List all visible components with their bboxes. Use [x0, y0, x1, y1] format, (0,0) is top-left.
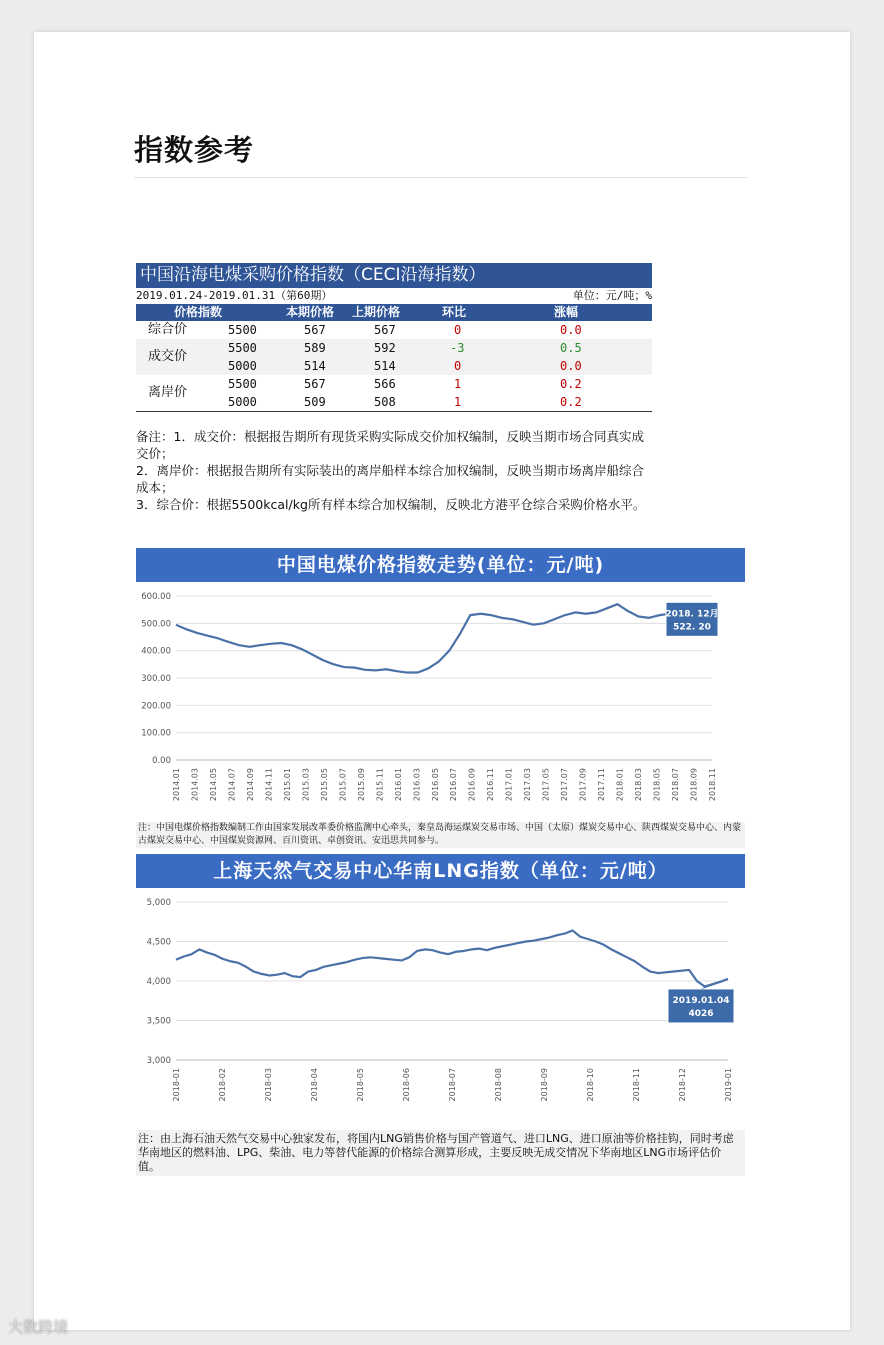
ceci-unit: 单位：元/吨；%	[572, 289, 652, 302]
group-label: 综合价	[148, 322, 188, 337]
x-tick-label: 2017.03	[523, 768, 533, 802]
heading-divider	[134, 177, 748, 178]
y-tick-label: 200.00	[141, 701, 171, 712]
y-tick-label: 600.00	[141, 592, 171, 602]
group-label: 离岸价	[148, 385, 188, 400]
ceci-index-table	[136, 263, 652, 412]
chart-footnote: 注：由上海石油天然气交易中心独家发布，将国内LNG销售价格与国产管道气、进口LNG、进口原油等价格挂钩，同时考虑华南地区的燃料油、LPG、柴油、电力等替代能源的价格综合测算形成，主要反映无成交情况下华南地区LNG市场评估价值。	[136, 1130, 745, 1176]
x-tick-label: 2014.07	[227, 768, 237, 802]
callout-value: 522. 20	[673, 622, 711, 633]
lng-index-plot	[136, 888, 745, 1126]
ceci-rows	[136, 321, 652, 412]
table-cell-percent: 0.2	[560, 377, 582, 391]
table-cell-current: 589	[304, 341, 326, 355]
x-tick-label: 2018.05	[652, 768, 662, 802]
y-tick-label: 4,500	[146, 937, 171, 948]
ceci-notes	[136, 428, 656, 513]
note-line: 3．综合价：根据5500kcal/kg所有样本综合加权编制，反映北方港平仓综合采购价格水平。	[136, 497, 646, 512]
x-tick-label: 2018-02	[218, 1068, 227, 1102]
table-cell-change: 0	[454, 359, 462, 373]
callout-value: 4026	[688, 1008, 714, 1019]
x-tick-label: 2018.07	[671, 768, 681, 802]
x-tick-label: 2014.01	[172, 768, 181, 802]
document-page	[34, 32, 850, 1330]
series-line	[176, 604, 712, 672]
col-header-index: 价格指数	[174, 305, 223, 319]
table-cell-change: -3	[450, 341, 465, 355]
coal-price-chart	[136, 548, 745, 850]
col-header-previous: 上期价格	[352, 305, 401, 319]
table-cell-change: 1	[454, 395, 462, 409]
x-tick-label: 2018.03	[634, 768, 644, 802]
x-tick-label: 2018-07	[448, 1068, 457, 1102]
table-cell-percent: 0.0	[560, 323, 582, 337]
table-cell-spec: 5000	[228, 359, 257, 373]
watermark: 大数跨境	[8, 1318, 69, 1336]
chart-title: 中国电煤价格指数走势(单位：元/吨)	[136, 548, 745, 582]
x-tick-label: 2017.05	[541, 768, 551, 802]
callout-label: 2018. 12月	[665, 609, 719, 620]
col-header-current: 本期价格	[286, 305, 335, 319]
table-cell-change: 0	[454, 323, 462, 337]
y-tick-label: 400.00	[141, 646, 171, 657]
x-tick-label: 2018-12	[678, 1068, 687, 1102]
table-cell-percent: 0.0	[560, 359, 582, 373]
y-tick-label: 3,500	[146, 1016, 171, 1027]
table-cell-spec: 5500	[228, 323, 257, 337]
x-tick-label: 2018-01	[172, 1068, 181, 1102]
table-cell-current: 509	[304, 395, 326, 409]
table-cell-previous: 592	[374, 341, 396, 355]
x-tick-label: 2018-09	[540, 1068, 549, 1102]
y-tick-label: 4,000	[146, 977, 171, 987]
y-tick-label: 3,000	[146, 1056, 171, 1066]
table-cell-spec: 5500	[228, 341, 257, 355]
x-tick-label: 2019-01	[724, 1068, 733, 1102]
x-tick-label: 2017.09	[578, 768, 588, 802]
x-tick-label: 2016.07	[449, 768, 459, 802]
x-tick-label: 2018-03	[264, 1068, 273, 1102]
y-tick-label: 500.00	[141, 619, 171, 630]
table-cell-percent: 0.5	[560, 341, 582, 355]
x-tick-label: 2018-08	[494, 1068, 503, 1102]
x-tick-label: 2015.03	[301, 768, 311, 802]
table-cell-current: 567	[304, 377, 326, 391]
x-tick-label: 2018-04	[310, 1068, 319, 1102]
table-cell-spec: 5000	[228, 395, 257, 409]
x-tick-label: 2014.11	[264, 768, 274, 802]
x-tick-label: 2018-05	[356, 1068, 365, 1102]
y-tick-label: 0.00	[152, 756, 171, 766]
x-tick-label: 2015.05	[319, 768, 329, 802]
x-tick-label: 2018.01	[615, 768, 625, 802]
callout-label: 2019.01.04	[672, 995, 730, 1006]
col-header-percent: 涨幅	[554, 305, 579, 319]
table-cell-previous: 567	[374, 323, 396, 337]
table-cell-change: 1	[454, 377, 462, 391]
series-line	[176, 930, 728, 986]
x-tick-label: 2016.11	[486, 768, 496, 802]
x-tick-label: 2016.03	[412, 768, 422, 802]
x-tick-label: 2018-06	[402, 1068, 411, 1102]
x-tick-label: 2016.09	[467, 768, 477, 802]
col-header-change: 环比	[442, 305, 467, 319]
table-cell-current: 514	[304, 359, 326, 373]
ceci-title: 中国沿海电煤采购价格指数（CECI沿海指数）	[136, 263, 652, 288]
x-tick-label: 2017.01	[504, 768, 514, 802]
coal-price-plot	[136, 582, 745, 818]
lng-index-chart	[136, 854, 745, 1174]
x-tick-label: 2015.09	[356, 768, 366, 802]
table-cell-spec: 5500	[228, 377, 257, 391]
x-tick-label: 2015.01	[282, 768, 292, 802]
x-tick-label: 2018.11	[708, 768, 717, 802]
table-cell-percent: 0.2	[560, 395, 582, 409]
x-tick-label: 2017.07	[560, 768, 570, 802]
ceci-subheader	[136, 288, 652, 304]
table-cell-current: 567	[304, 323, 326, 337]
chart-title: 上海天然气交易中心华南LNG指数（单位：元/吨）	[136, 854, 745, 888]
x-tick-label: 2016.01	[393, 768, 403, 802]
ceci-column-headers	[136, 304, 652, 321]
section-heading: 指数参考	[134, 133, 255, 167]
x-tick-label: 2017.11	[597, 768, 607, 802]
x-tick-label: 2016.05	[430, 768, 440, 802]
group-label: 成交价	[148, 349, 188, 364]
y-tick-label: 100.00	[141, 728, 171, 739]
x-tick-label: 2014.09	[245, 768, 255, 802]
table-cell-previous: 508	[374, 395, 396, 409]
y-tick-label: 5,000	[146, 898, 171, 908]
x-tick-label: 2018.09	[689, 768, 699, 802]
note-line: 2．离岸价：根据报告期所有实际装出的离岸船样本综合加权编制，反映当期市场离岸船综合成本；	[136, 463, 644, 495]
x-tick-label: 2014.05	[208, 768, 218, 802]
note-line: 备注：1．成交价：根据报告期所有现货采购实际成交价加权编制，反映当期市场合同真实成交价；	[136, 429, 644, 461]
table-cell-previous: 514	[374, 359, 396, 373]
x-tick-label: 2018-11	[632, 1068, 641, 1102]
callout-leader	[701, 981, 724, 989]
x-tick-label: 2015.11	[375, 768, 385, 802]
table-cell-previous: 566	[374, 377, 396, 391]
chart-footnote: 注：中国电煤价格指数编制工作由国家发展改革委价格监测中心牵头，秦皇岛海运煤炭交易市场、中国（太原）煤炭交易中心、陕西煤炭交易中心、内蒙古煤炭交易中心、中国煤炭资源网、百川资讯、卓创资讯、安迅思共同参与。	[136, 822, 745, 848]
x-tick-label: 2015.07	[338, 768, 348, 802]
x-tick-label: 2014.03	[190, 768, 200, 802]
y-tick-label: 300.00	[141, 674, 171, 684]
x-tick-label: 2018-10	[586, 1068, 595, 1102]
ceci-period: 2019.01.24-2019.01.31（第60期）	[136, 289, 333, 302]
